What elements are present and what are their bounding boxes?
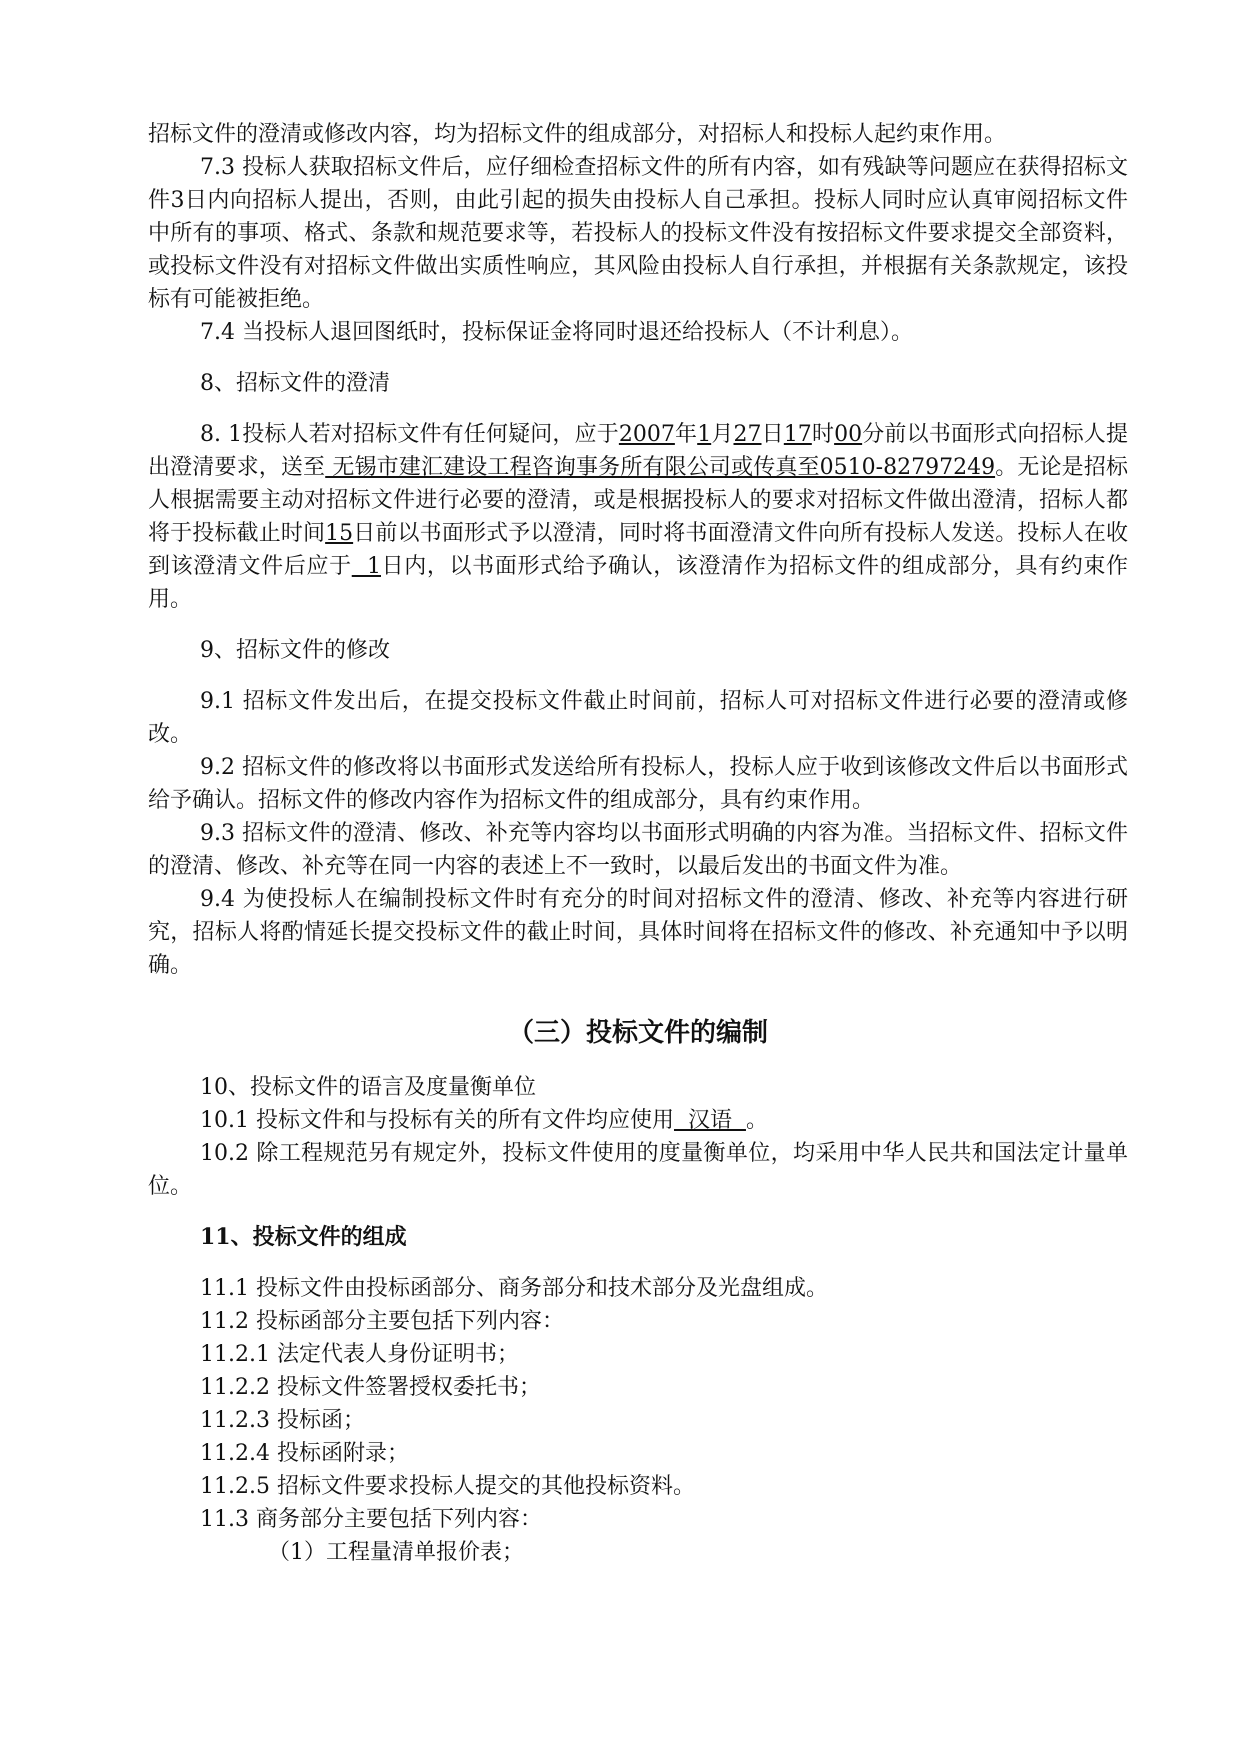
paragraph-8-1 <box>148 418 1128 616</box>
text-8-1-a: 8. 1投标人若对招标文件有任何疑问，应于 <box>200 422 619 447</box>
text-8-1-d: 日前以书面形式予以澄清，同时将书面澄清文件向所有投标人发送。投标人在收到该澄清文件后应于 <box>148 521 1128 579</box>
paragraph-7-3: 7.3 投标人获取招标文件后，应仔细检查招标文件的所有内容，如有残缺等问题应在获得招标文件3日内向招标人提出，否则，由此引起的损失由投标人自己承担。投标人同时应认真审阅招标文件中所有的事项、格式、条款和规范要求等，若投标人的投标文件没有按招标文件要求提交全部资料，或投标文件没有对招标文件做出实质性响应，其风险由投标人自行承担，并根据有关条款规定，该投标有可能被拒绝。 <box>148 155 1128 312</box>
list-item: 11.2 投标函部分主要包括下列内容： <box>200 1309 564 1334</box>
list-item: 11.2.5 招标文件要求投标人提交的其他投标资料。 <box>200 1474 695 1499</box>
paragraph-10-1 <box>148 1104 1128 1137</box>
list-item: 11.3 商务部分主要包括下列内容： <box>200 1507 542 1532</box>
section-9-title: 9、招标文件的修改 <box>200 638 390 663</box>
text-8-1-b: 分前以书面形式向招标人提出澄清要求，送至 <box>148 422 1128 480</box>
confirm-days: 1 <box>351 554 381 579</box>
text-10-1-a: 10.1 投标文件和与投标有关的所有文件均应使用 <box>200 1108 674 1133</box>
paragraph-10-2: 10.2 除工程规范另有规定外，投标文件使用的度量衡单位，均采用中华人民共和国法定计量单位。 <box>148 1141 1128 1199</box>
list-item: 11.2.2 投标文件签署授权委托书； <box>200 1375 541 1400</box>
text-nian: 年 <box>674 422 698 447</box>
list-item: 11.2.3 投标函； <box>200 1408 365 1433</box>
paragraph-7-2-cont: 招标文件的澄清或修改内容，均为招标文件的组成部分，对招标人和投标人起约束作用。 <box>148 122 1007 147</box>
list-item: 11.1 投标文件由投标函部分、商务部分和技术部分及光盘组成。 <box>200 1276 828 1301</box>
section-10-title: 10、投标文件的语言及度量衡单位 <box>200 1075 536 1100</box>
list-item: （1）工程量清单报价表； <box>268 1540 524 1565</box>
paragraph-9-4: 9.4 为使投标人在编制投标文件时有充分的时间对招标文件的澄清、修改、补充等内容进行研究，招标人将酌情延长提交投标文件的截止时间，具体时间将在招标文件的修改、补充通知中予以明确。 <box>148 887 1128 978</box>
deadline-year: 2007 <box>618 422 675 447</box>
text-8-1-c: 。无论是招标人根据需要主动对招标文件进行必要的澄清，或是根据投标人的要求对招标文件做出澄清，招标人都将于投标截止时间 <box>148 455 1128 546</box>
deadline-day: 27 <box>733 422 762 447</box>
paragraph-7-4: 7.4 当投标人退回图纸时，投标保证金将同时退还给投标人（不计利息）。 <box>200 320 913 345</box>
paragraph-9-3: 9.3 招标文件的澄清、修改、补充等内容均以书面形式明确的内容为准。当招标文件、招标文件的澄清、修改、补充等在同一内容的表述上不一致时，以最后发出的书面文件为准。 <box>148 821 1128 879</box>
days-before-deadline: 15 <box>325 521 354 546</box>
document-page <box>148 118 1128 1569</box>
text-8-1-e: 日内，以书面形式给予确认，该澄清作为招标文件的组成部分，具有约束作用。 <box>148 554 1128 612</box>
text-ri: 日 <box>761 422 784 447</box>
deadline-hour: 17 <box>783 422 812 447</box>
paragraph-9-1: 9.1 招标文件发出后，在提交投标文件截止时间前，招标人可对招标文件进行必要的澄清或修改。 <box>148 689 1128 747</box>
document-language: 汉语 <box>673 1108 746 1133</box>
text-yue: 月 <box>711 422 734 447</box>
section-8-title: 8、招标文件的澄清 <box>200 371 390 396</box>
deadline-month: 1 <box>697 422 712 447</box>
paragraph-9-2: 9.2 招标文件的修改将以书面形式发送给所有投标人，投标人应于收到该修改文件后以书面形式给予确认。招标文件的修改内容作为招标文件的组成部分，具有约束作用。 <box>148 755 1128 813</box>
section-3-heading: （三）投标文件的编制 <box>507 1018 768 1048</box>
deadline-minute: 00 <box>834 422 863 447</box>
text-shi: 时 <box>811 422 835 447</box>
recipient-company: 无锡市建汇建设工程咨询事务所有限公司或传真至0510-82797249 <box>325 455 996 480</box>
list-item: 11.2.1 法定代表人身份证明书； <box>200 1342 519 1367</box>
list-item: 11.2.4 投标函附录； <box>200 1441 409 1466</box>
text-10-1-b: 。 <box>745 1108 768 1133</box>
section-11-title: 11、投标文件的组成 <box>200 1224 407 1250</box>
